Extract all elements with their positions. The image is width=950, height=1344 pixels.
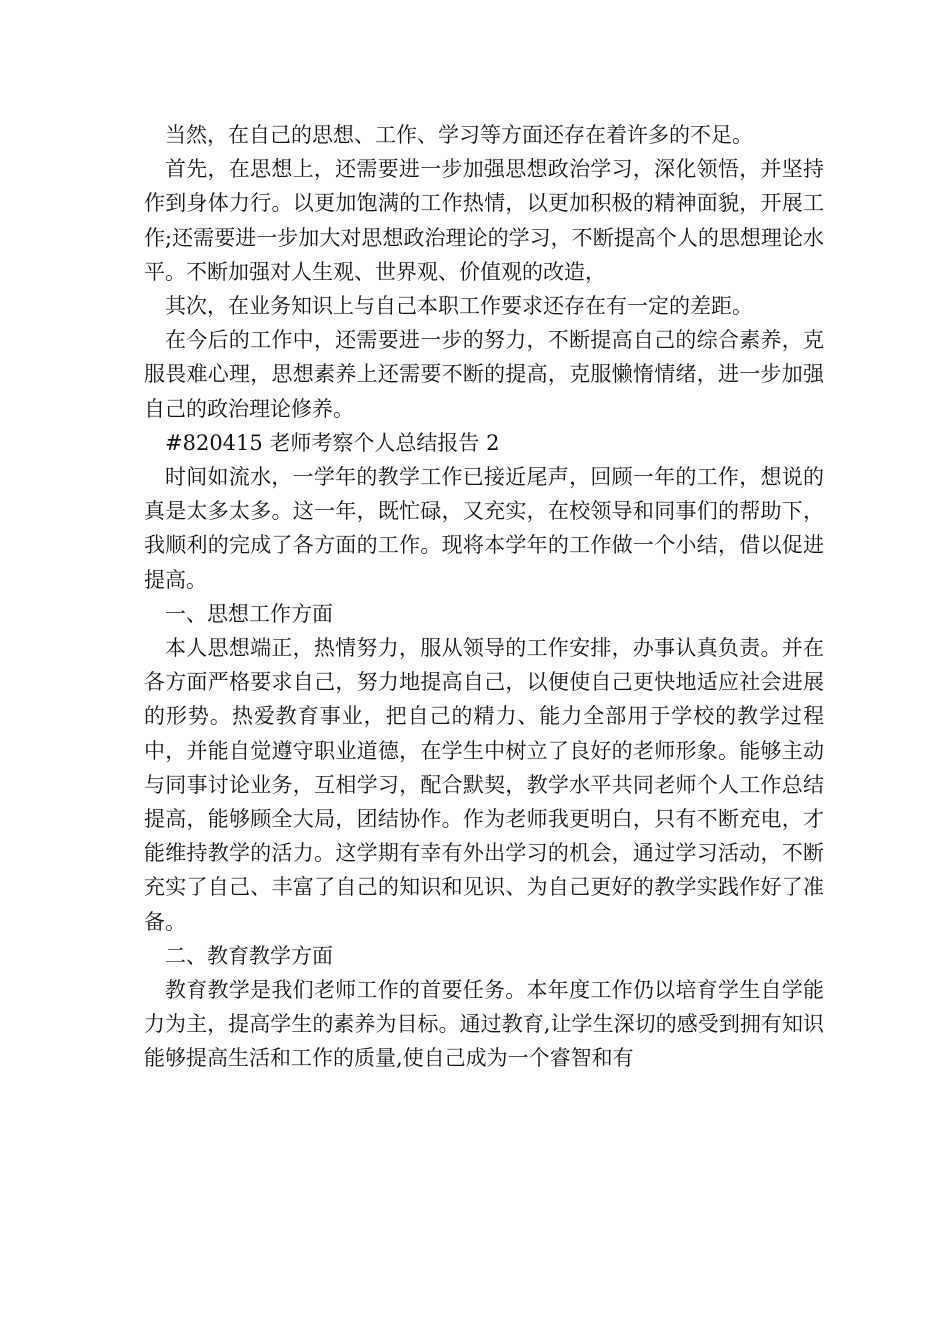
paragraph-teaching-detail: 教育教学是我们老师工作的首要任务。本年度工作仍以培育学生自学能力为主，提高学生的素养为目标。通过教育,让学生深切的感受到拥有知识能够提高生活和工作的质量,使自己成为一个睿智和有: [144, 978, 824, 1071]
paragraph-shortcomings: 当然，在自己的思想、工作、学习等方面还存在着许多的不足。: [165, 123, 753, 147]
report-title: #820415 老师考察个人总结报告 2: [165, 430, 500, 455]
document-body: [144, 118, 824, 1076]
paragraph-future-work: 在今后的工作中，还需要进一步的努力，不断提高自己的综合素养，克服畏难心理，思想素养上还需要不断的提高，克服懒惰情绪，进一步加强自己的政治理论修养。: [144, 328, 824, 421]
section-heading-teaching: 二、教育教学方面: [165, 943, 333, 968]
section-heading-thought: 一、思想工作方面: [165, 601, 333, 626]
paragraph-year-review: 时间如流水，一学年的教学工作已接近尾声，回顾一年的工作，想说的真是太多太多。这一年，既忙碌，又充实，在校领导和同事们的帮助下，我顺利的完成了各方面的工作。现将本学年的工作做一个小结，借以促进提高。: [144, 465, 824, 592]
paragraph-second-business: 其次，在业务知识上与自己本职工作要求还存在有一定的差距。: [165, 294, 753, 319]
paragraph-thought-detail: 本人思想端正，热情努力，服从领导的工作安排，办事认真负责。并在各方面严格要求自己，努力地提高自己，以便使自己更快地适应社会进展的形势。热爱教育事业，把自己的精力、能力全部用于学校的教学过程中，并能自觉遵守职业道德，在学生中树立了良好的老师形象。能够主动与同事讨论业务，互相学习，配合默契，教学水平共同老师个人工作总结提高，能够顾全大局，团结协作。作为老师我更明白，只有不断充电，才能维持教学的活力。这学期有幸有外出学习的机会，通过学习活动，不断充实了自己、丰富了自己的知识和见识、为自己更好的教学实践作好了准备。: [144, 636, 824, 934]
paragraph-first-thought: 首先，在思想上，还需要进一步加强思想政治学习，深化领悟，并坚持作到身体力行。以更加饱满的工作热情，以更加积极的精神面貌，开展工作;还需要进一步加大对思想政治理论的学习，不断提高个人的思想理论水平。不断加强对人生观、世界观、价值观的改造，: [144, 157, 824, 284]
